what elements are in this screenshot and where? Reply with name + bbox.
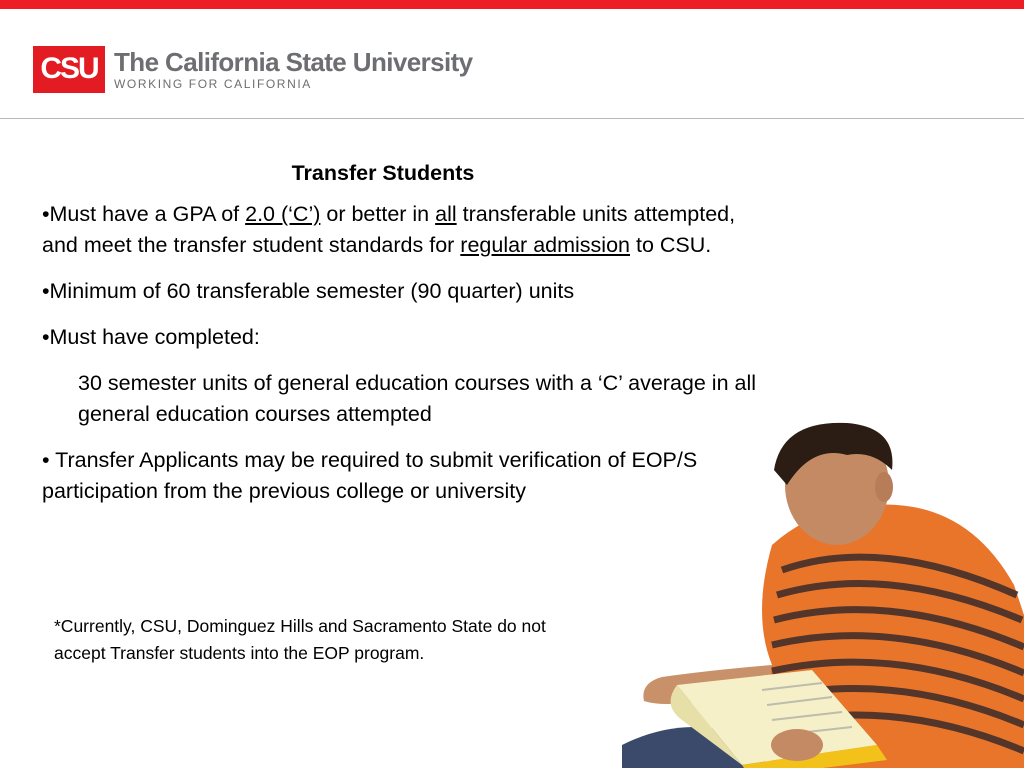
top-accent-bar [0,0,1024,9]
gpa-value: 2.0 (‘C’) [245,202,321,226]
logo-name: The California State University [114,46,473,77]
bullet-gpa-text: to CSU. [630,233,712,257]
footnote: *Currently, CSU, Dominguez Hills and Sacramento State do not accept Transfer students into the EOP program. [54,616,546,663]
logo-abbr: CSU [33,46,105,93]
student-reading-photo [622,415,1024,768]
all-emphasis: all [435,202,457,226]
bullet-completed-detail: 30 semester units of general education courses with a ‘C’ average in all general education courses attempted [78,371,757,426]
bullet-verification: • Transfer Applicants may be required to submit verification of EOP/S participation from the previous college or university [42,448,698,503]
header-divider [0,118,1024,119]
bullet-gpa-text: transferable units attempted, and meet the transfer student standards for [42,202,736,257]
regular-admission-emphasis: regular admission [460,233,630,257]
bullet-completed: •Must have completed: [42,325,260,349]
csu-logo [33,45,473,93]
bullet-gpa-text: or better in [320,202,436,226]
bullet-gpa-text: •Must have a GPA of [42,202,246,226]
logo-text [114,48,473,91]
bullet-units: •Minimum of 60 transferable semester (90 quarter) units [42,279,575,303]
logo-tagline: WORKING FOR CALIFORNIA [114,76,312,91]
bullet-gpa [42,199,757,261]
slide-title: Transfer Students [291,161,475,185]
